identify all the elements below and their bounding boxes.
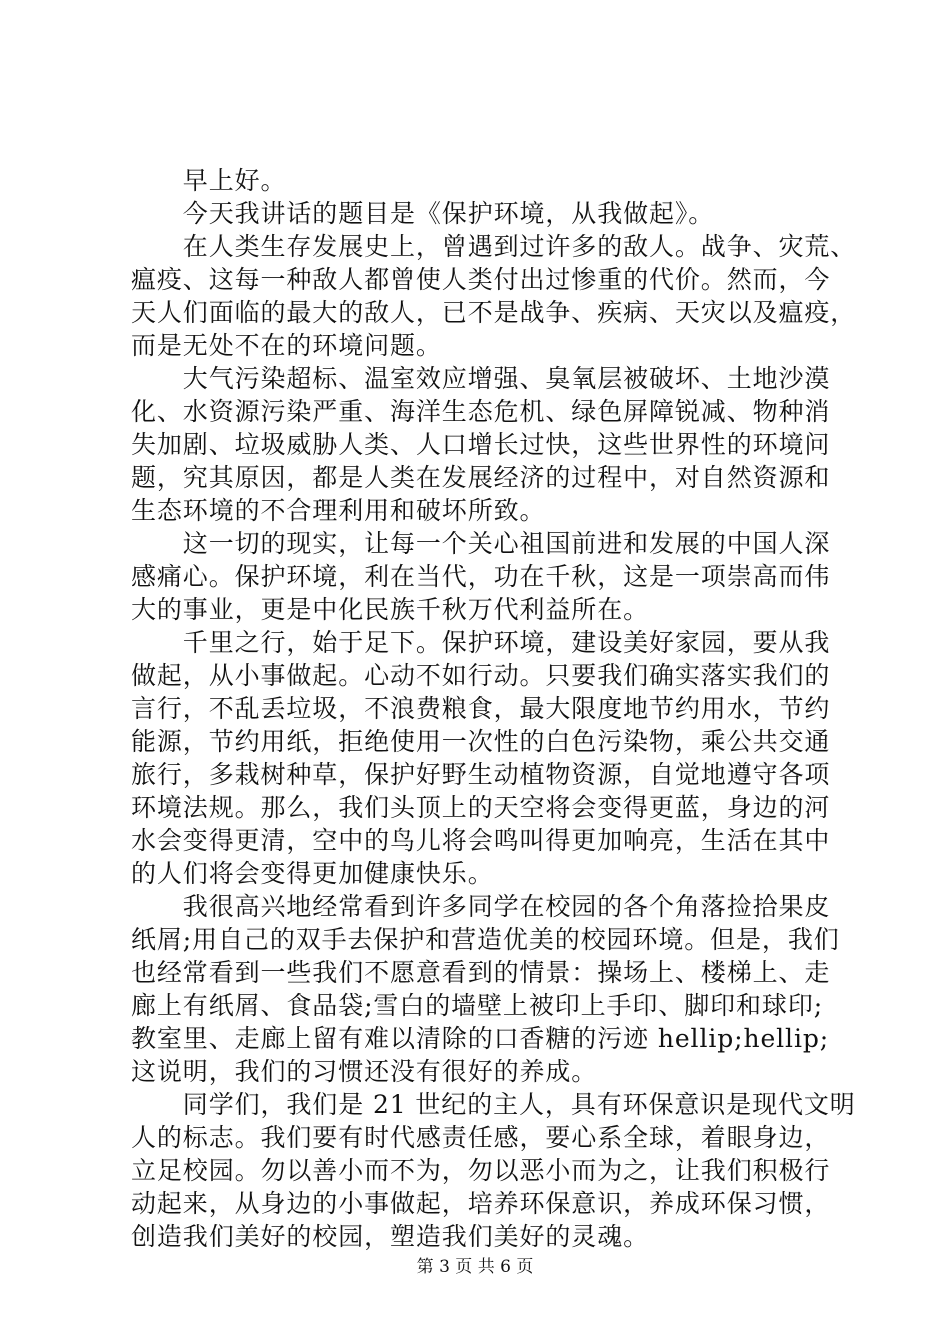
text-line: 瘟疫、这每一种敌人都曾使人类付出过惨重的代价。然而，今 [131, 265, 831, 294]
page-footer: 第 3 页 共 6 页 [416, 1257, 534, 1277]
text-line: 而是无处不在的环境问题。 [131, 331, 442, 360]
text-line: 这一切的现实，让每一个关心祖国前进和发展的中国人深 [131, 529, 831, 558]
text-line: 感痛心。保护环境，利在当代，功在千秋，这是一项崇高而伟 [131, 562, 831, 591]
text-line: 这说明，我们的习惯还没有很好的养成。 [131, 1057, 598, 1086]
text-line: 同学们，我们是 21 世纪的主人，具有环保意识是现代文明 [131, 1090, 856, 1119]
text-line: 大气污染超标、温室效应增强、臭氧层被破坏、土地沙漠 [131, 364, 831, 393]
text-line: 的人们将会变得更加健康快乐。 [131, 859, 494, 888]
text-line: 动起来，从身边的小事做起，培养环保意识，养成环保习惯， [131, 1189, 831, 1218]
text-line: 立足校园。勿以善小而不为，勿以恶小而为之，让我们积极行 [131, 1156, 831, 1185]
text-line: 化、水资源污染严重、海洋生态危机、绿色屏障锐减、物种消 [131, 397, 831, 426]
text-line: 纸屑;用自己的双手去保护和营造优美的校园环境。但是，我们 [131, 925, 840, 954]
text-line: 创造我们美好的校园，塑造我们美好的灵魂。 [131, 1222, 650, 1251]
text-line: 也经常看到一些我们不愿意看到的情景：操场上、楼梯上、走 [131, 958, 831, 987]
text-line: 大的事业，更是中化民族千秋万代利益所在。 [131, 595, 650, 624]
text-line: 环境法规。那么，我们头顶上的天空将会变得更蓝，身边的河 [131, 793, 831, 822]
speech-body [131, 164, 857, 1253]
text-line: 千里之行，始于足下。保护环境，建设美好家园，要从我 [131, 628, 831, 657]
text-line: 旅行，多栽树种草，保护好野生动植物资源，自觉地遵守各项 [131, 760, 831, 789]
text-line: 天人们面临的最大的敌人，已不是战争、疾病、天灾以及瘟疫， [131, 298, 857, 327]
text-line: 题，究其原因，都是人类在发展经济的过程中，对自然资源和 [131, 463, 831, 492]
text-line: 今天我讲话的题目是《保护环境，从我做起》。 [131, 199, 715, 228]
text-line: 在人类生存发展史上，曾遇到过许多的敌人。战争、灾荒、 [131, 232, 857, 261]
text-line: 我很高兴地经常看到许多同学在校园的各个角落捡拾果皮 [131, 892, 831, 921]
text-line: 做起，从小事做起。心动不如行动。只要我们确实落实我们的 [131, 661, 831, 690]
text-line: 人的标志。我们要有时代感责任感，要心系全球，着眼身边， [131, 1123, 831, 1152]
text-line: 教室里、走廊上留有难以清除的口香糖的污迹 hellip;hellip; [131, 1024, 830, 1053]
text-line: 生态环境的不合理利用和破坏所致。 [131, 496, 546, 525]
text-line: 失加剧、垃圾威胁人类、人口增长过快，这些世界性的环境问 [131, 430, 831, 459]
text-line: 早上好。 [131, 166, 287, 195]
text-line: 廊上有纸屑、食品袋;雪白的墙壁上被印上手印、脚印和球印; [131, 991, 824, 1020]
text-line: 能源，节约用纸，拒绝使用一次性的白色污染物，乘公共交通 [131, 727, 831, 756]
text-line: 水会变得更清，空中的鸟儿将会鸣叫得更加响亮，生活在其中 [131, 826, 831, 855]
text-line: 言行，不乱丢垃圾，不浪费粮食，最大限度地节约用水，节约 [131, 694, 831, 723]
